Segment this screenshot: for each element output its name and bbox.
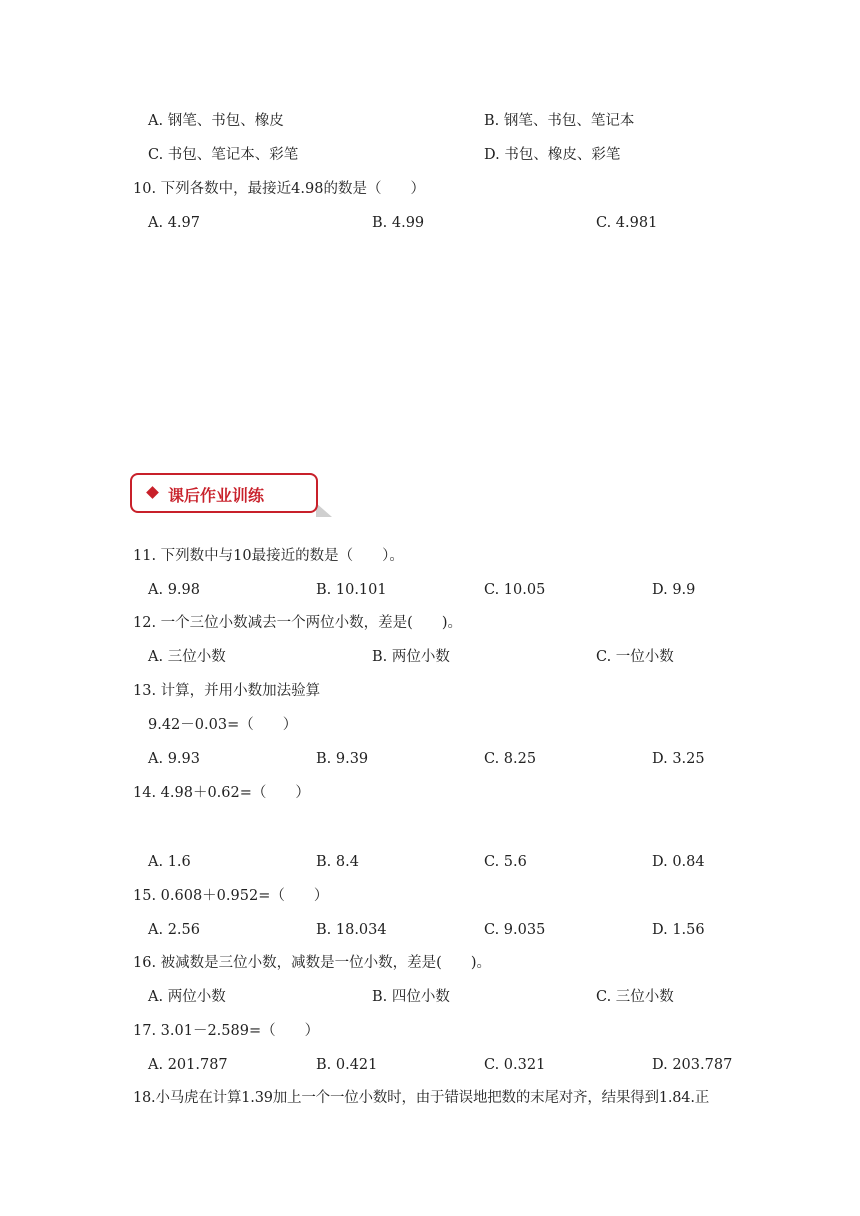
q15-option-a: A. 2.56 [148, 922, 200, 938]
q9-option-a: A. 钢笔、书包、橡皮 [148, 113, 284, 129]
q17-stem: 17. 3.01－2.589=（ ） [133, 1023, 320, 1039]
q16-option-a: A. 两位小数 [148, 989, 226, 1005]
q11-stem: 11. 下列数中与10最接近的数是（ ）。 [133, 548, 404, 564]
q9-option-d: D. 书包、橡皮、彩笔 [484, 147, 621, 163]
q10-option-b: B. 4.99 [372, 215, 425, 231]
q12-option-b: B. 两位小数 [372, 649, 450, 665]
q13-option-a: A. 9.93 [148, 751, 200, 767]
q16-option-c: C. 三位小数 [596, 989, 674, 1005]
q11-option-c: C. 10.05 [484, 582, 546, 598]
q13-stem: 13. 计算，并用小数加法验算 [133, 683, 321, 699]
q14-option-d: D. 0.84 [652, 854, 705, 870]
q16-stem: 16. 被减数是三位小数，减数是一位小数，差是( )。 [133, 955, 491, 971]
q14-stem: 14. 4.98＋0.62=（ ） [133, 785, 310, 801]
q12-option-a: A. 三位小数 [148, 649, 226, 665]
q14-option-b: B. 8.4 [316, 854, 359, 870]
q9-option-b: B. 钢笔、书包、笔记本 [484, 113, 635, 129]
q15-stem: 15. 0.608＋0.952=（ ） [133, 888, 329, 904]
q12-option-c: C. 一位小数 [596, 649, 674, 665]
q18-stem: 18.小马虎在计算1.39加上一个一位小数时，由于错误地把数的末尾对齐，结果得到1.84.正 [133, 1090, 710, 1106]
q15-option-c: C. 9.035 [484, 922, 546, 938]
q17-option-d: D. 203.787 [652, 1057, 733, 1073]
q15-option-b: B. 18.034 [316, 922, 387, 938]
q17-option-c: C. 0.321 [484, 1057, 546, 1073]
q12-stem: 12. 一个三位小数减去一个两位小数，差是( )。 [133, 615, 462, 631]
q11-option-a: A. 9.98 [148, 582, 200, 598]
q13-option-d: D. 3.25 [652, 751, 705, 767]
q13-option-b: B. 9.39 [316, 751, 369, 767]
q16-option-b: B. 四位小数 [372, 989, 450, 1005]
section-title: 课后作业训练 [168, 486, 265, 505]
q11-option-b: B. 10.101 [316, 582, 387, 598]
q11-option-d: D. 9.9 [652, 582, 696, 598]
q15-option-d: D. 1.56 [652, 922, 705, 938]
q14-option-c: C. 5.6 [484, 854, 527, 870]
q10-option-a: A. 4.97 [148, 215, 200, 231]
q13-option-c: C. 8.25 [484, 751, 537, 767]
q17-option-a: A. 201.787 [148, 1057, 228, 1073]
q14-option-a: A. 1.6 [148, 854, 191, 870]
q10-stem: 10. 下列各数中，最接近4.98的数是（ ） [133, 181, 425, 197]
q17-option-b: B. 0.421 [316, 1057, 378, 1073]
q9-option-c: C. 书包、笔记本、彩笔 [148, 147, 299, 163]
q13-expression: 9.42－0.03=（ ） [148, 717, 298, 733]
q10-option-c: C. 4.981 [596, 215, 658, 231]
banner-shadow [316, 503, 332, 517]
